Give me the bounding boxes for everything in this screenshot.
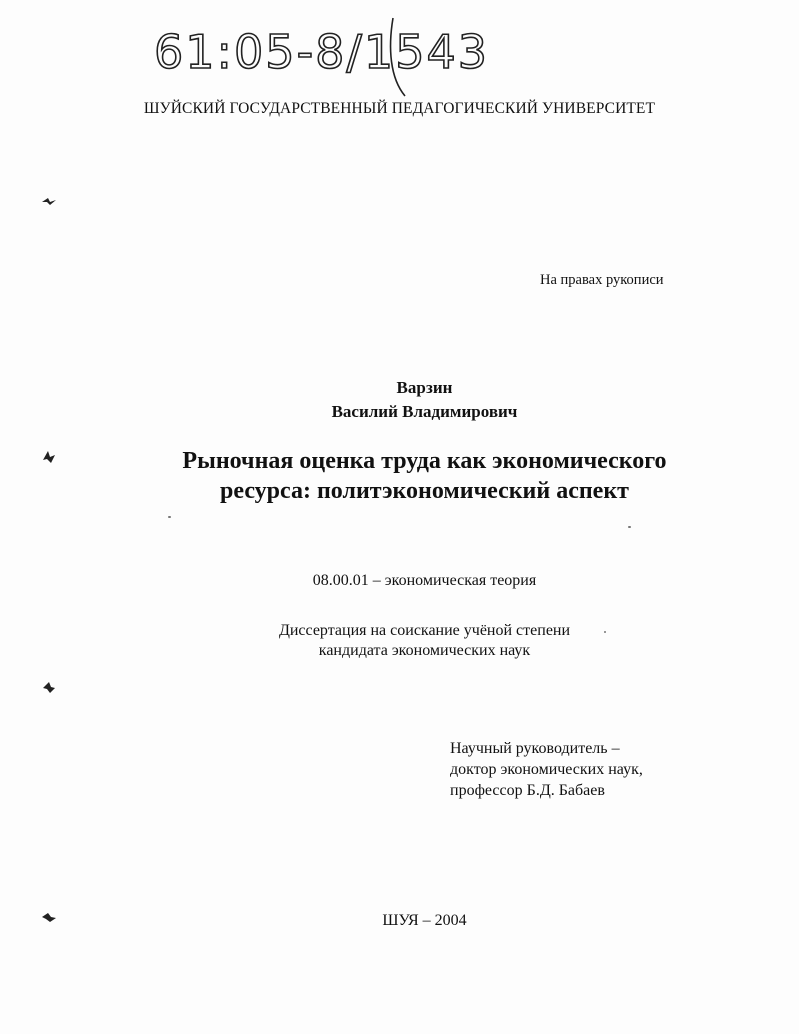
scientific-supervisor bbox=[450, 738, 643, 801]
handwritten-code-svg bbox=[150, 8, 550, 98]
supervisor-line-2: доктор экономических наук, bbox=[450, 761, 643, 778]
author-name: Василий Владимирович bbox=[331, 402, 518, 421]
binding-mark-icon bbox=[38, 190, 60, 212]
binding-mark-icon bbox=[38, 906, 60, 928]
scan-speck bbox=[168, 516, 171, 518]
specialty-code: 08.00.01 – экономическая теория bbox=[312, 572, 537, 589]
supervisor-line-1: Научный руководитель – bbox=[450, 740, 620, 757]
manuscript-rights-note: На правах рукописи bbox=[540, 272, 664, 288]
scan-speck bbox=[604, 631, 606, 633]
scan-speck bbox=[628, 526, 631, 528]
dissertation-degree-line-2: кандидата экономических наук bbox=[318, 642, 531, 659]
binding-mark-icon bbox=[38, 446, 60, 468]
handwritten-code-text: 61:05-8/1543 bbox=[154, 25, 489, 79]
dissertation-degree-line-1: Диссертация на соискание учёной степени bbox=[278, 622, 571, 639]
binding-mark-icon bbox=[38, 676, 60, 698]
dissertation-title-line-1: Рыночная оценка труда как экономического bbox=[182, 448, 667, 474]
dissertation-title-line-2: ресурса: политэкономический аспект bbox=[220, 478, 629, 504]
city-and-year: ШУЯ – 2004 bbox=[382, 912, 467, 929]
university-name: ШУЙСКИЙ ГОСУДАРСТВЕННЫЙ ПЕДАГОГИЧЕСКИЙ УНИВЕРСИТЕТ bbox=[143, 100, 656, 117]
handwritten-archive-code bbox=[150, 8, 550, 98]
supervisor-line-3: профессор Б.Д. Бабаев bbox=[450, 782, 605, 799]
author-surname: Варзин bbox=[396, 378, 453, 397]
